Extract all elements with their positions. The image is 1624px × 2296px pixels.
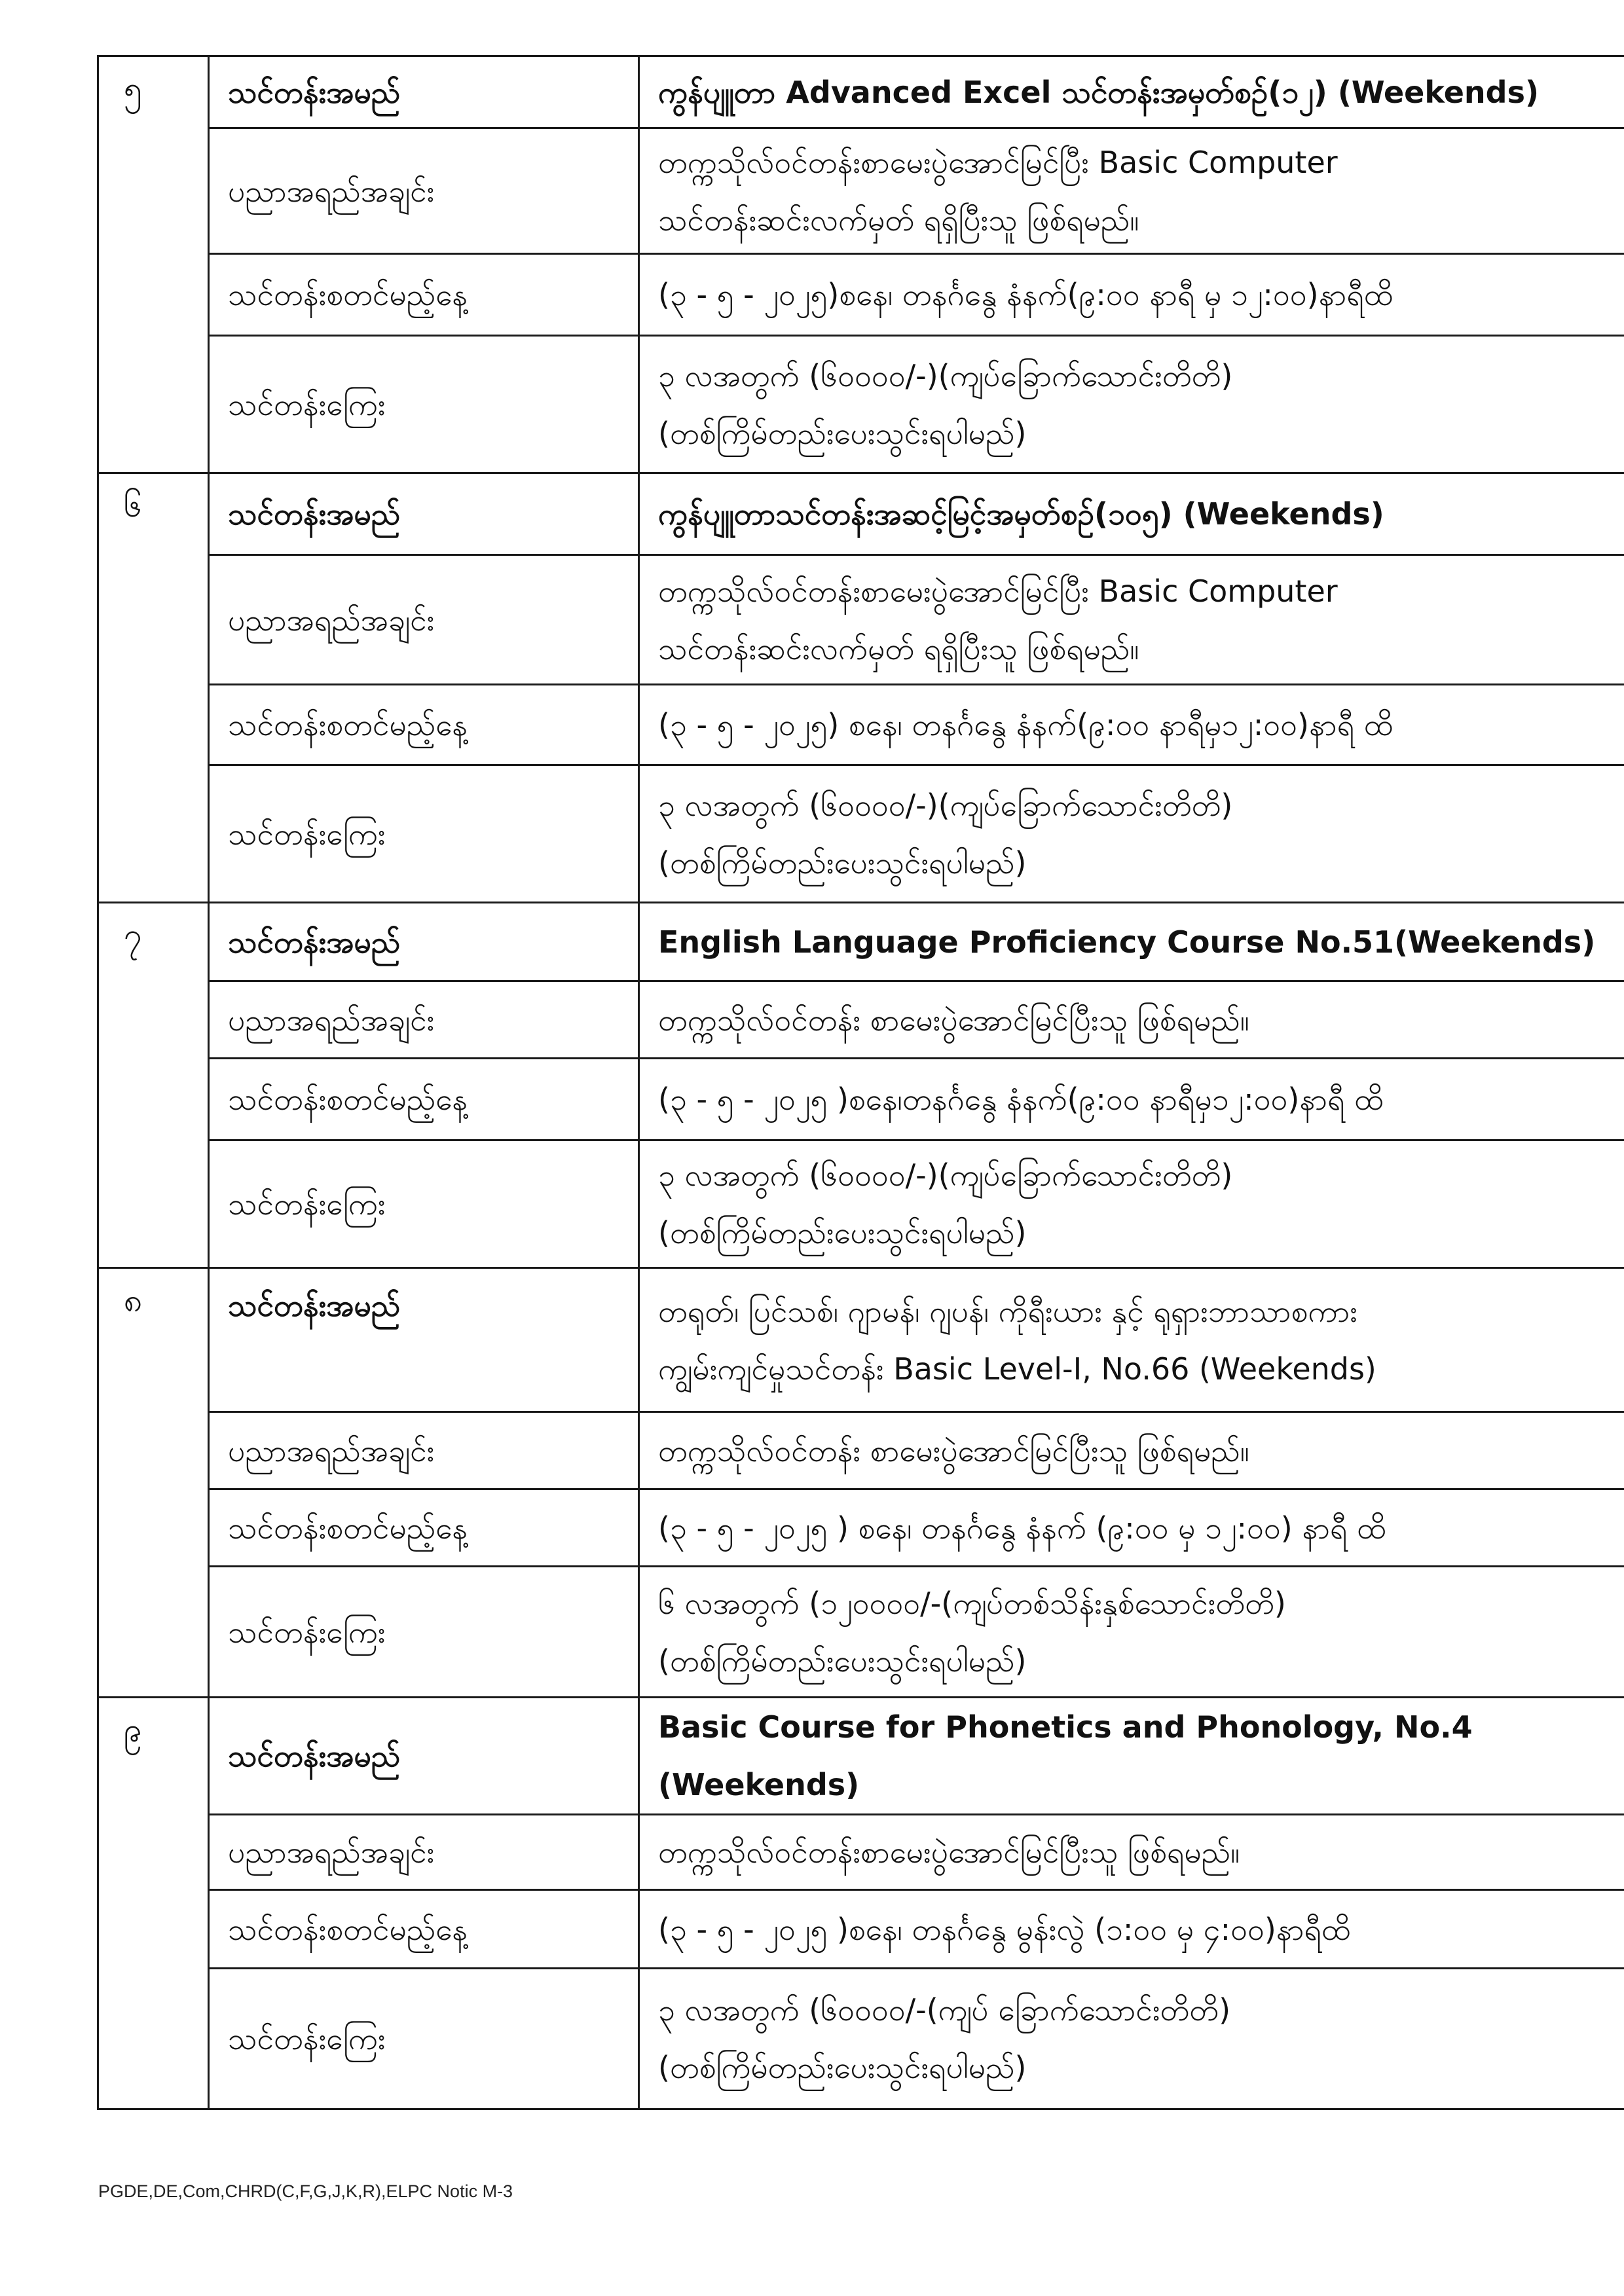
start-date-value: (၃ - ၅ - ၂၀၂၅)စနေ၊ တနင်္ဂနွေ နံနက်(၉:၀၀ နာရီ မှ ၁၂:၀၀)နာရီထိ xyxy=(639,254,1624,336)
course-name: ကွန်ပျူတာသင်တန်းအဆင့်မြင့်အမှတ်စဉ်(၁၀၅) (Weekends) xyxy=(639,473,1624,555)
start-date-value: (၃ - ၅ - ၂၀၂၅ ) စနေ၊ တနင်္ဂနွေ နံနက် (၉:၀၀ မှ ၁၂:၀၀) နာရီ ထိ xyxy=(639,1489,1624,1567)
qualification-value: တက္ကသိုလ်ဝင်တန်းစာမေးပွဲအောင်မြင်ပြီးသူ ဖြစ်ရမည်။ xyxy=(639,1815,1624,1890)
course-name: Basic Course for Phonetics and Phonology, No.4 (Weekends) xyxy=(639,1698,1624,1815)
qualification-value: တက္ကသိုလ်ဝင်တန်း စာမေးပွဲအောင်မြင်ပြီးသူ ဖြစ်ရမည်။ xyxy=(639,981,1624,1059)
fee-label: သင်တန်းကြေး xyxy=(209,1567,639,1698)
course-name-label: သင်တန်းအမည် xyxy=(209,1698,639,1815)
qualification-label: ပညာအရည်အချင်း xyxy=(209,555,639,685)
course-number: ၅ xyxy=(98,56,209,473)
course-name: English Language Proficiency Course No.51(Weekends) xyxy=(639,903,1624,981)
fee-value: ၃ လအတွက် (၆၀၀၀၀/-)(ကျပ်ခြောက်သောင်းတိတိ) (တစ်ကြိမ်တည်းပေးသွင်းရပါမည်) xyxy=(639,336,1624,473)
fee-value: ၃ လအတွက် (၆၀၀၀၀/-(ကျပ် ခြောက်သောင်းတိတိ) (တစ်ကြိမ်တည်းပေးသွင်းရပါမည်) xyxy=(639,1969,1624,2109)
start-date-label: သင်တန်းစတင်မည့်နေ့ xyxy=(209,254,639,336)
fee-value: ၃ လအတွက် (၆၀၀၀၀/-)(ကျပ်ခြောက်သောင်းတိတိ) (တစ်ကြိမ်တည်းပေးသွင်းရပါမည်) xyxy=(639,1140,1624,1268)
fee-label: သင်တန်းကြေး xyxy=(209,1969,639,2109)
fee-value: ၆ လအတွက် (၁၂၀၀၀၀/-(ကျပ်တစ်သိန်းနှစ်သောင်းတိတိ) (တစ်ကြိမ်တည်းပေးသွင်းရပါမည်) xyxy=(639,1567,1624,1698)
course-number: ၆ xyxy=(98,473,209,903)
qualification-value: တက္ကသိုလ်ဝင်တန်းစာမေးပွဲအောင်မြင်ပြီး Basic Computer သင်တန်းဆင်းလက်မှတ် ရရှိပြီးသူ ဖြစ်ရမည်။ xyxy=(639,555,1624,685)
course-name: ကွန်ပျူတာ Advanced Excel သင်တန်းအမှတ်စဉ်(၁၂) (Weekends) xyxy=(639,56,1624,128)
course-number: ၈ xyxy=(98,1268,209,1698)
document-footer-code: PGDE,DE,Com,CHRD(C,F,G,J,K,R),ELPC Notic M-3 xyxy=(98,2181,513,2201)
course-table xyxy=(97,55,1624,2110)
fee-value: ၃ လအတွက် (၆၀၀၀၀/-)(ကျပ်ခြောက်သောင်းတိတိ) (တစ်ကြိမ်တည်းပေးသွင်းရပါမည်) xyxy=(639,765,1624,903)
start-date-value: (၃ - ၅ - ၂၀၂၅ )စနေ၊ တနင်္ဂနွေ မွန်းလွဲ (၁:၀၀ မှ ၄:၀၀)နာရီထိ xyxy=(639,1890,1624,1969)
fee-label: သင်တန်းကြေး xyxy=(209,336,639,473)
qualification-label: ပညာအရည်အချင်း xyxy=(209,1412,639,1489)
course-number: ၉ xyxy=(98,1698,209,2109)
course-name-label: သင်တန်းအမည် xyxy=(209,473,639,555)
qualification-label: ပညာအရည်အချင်း xyxy=(209,981,639,1059)
start-date-value: (၃ - ၅ - ၂၀၂၅ )စနေ၊တနင်္ဂနွေ နံနက်(၉:၀၀ နာရီမှ၁၂:၀၀)နာရီ ထိ xyxy=(639,1059,1624,1140)
fee-label: သင်တန်းကြေး xyxy=(209,1140,639,1268)
course-name-label: သင်တန်းအမည် xyxy=(209,56,639,128)
qualification-label: ပညာအရည်အချင်း xyxy=(209,1815,639,1890)
course-name-label: သင်တန်းအမည် xyxy=(209,1268,639,1412)
start-date-label: သင်တန်းစတင်မည့်နေ့ xyxy=(209,1890,639,1969)
qualification-value: တက္ကသိုလ်ဝင်တန်း စာမေးပွဲအောင်မြင်ပြီးသူ ဖြစ်ရမည်။ xyxy=(639,1412,1624,1489)
start-date-value: (၃ - ၅ - ၂၀၂၅) စနေ၊ တနင်္ဂနွေ နံနက်(၉:၀၀ နာရီမှ၁၂:၀၀)နာရီ ထိ xyxy=(639,685,1624,765)
qualification-value: တက္ကသိုလ်ဝင်တန်းစာမေးပွဲအောင်မြင်ပြီး Basic Computer သင်တန်းဆင်းလက်မှတ် ရရှိပြီးသူ ဖြစ်ရမည်။ xyxy=(639,128,1624,254)
start-date-label: သင်တန်းစတင်မည့်နေ့ xyxy=(209,685,639,765)
course-name-label: သင်တန်းအမည် xyxy=(209,903,639,981)
fee-label: သင်တန်းကြေး xyxy=(209,765,639,903)
qualification-label: ပညာအရည်အချင်း xyxy=(209,128,639,254)
course-number: ၇ xyxy=(98,903,209,1268)
course-name: တရုတ်၊ ပြင်သစ်၊ ဂျာမန်၊ ဂျပန်၊ ကိုရီးယား နှင့် ရုရှားဘာသာစကား ကျွမ်းကျင်မှုသင်တန်း Basic Level-I, No.66 (Weekends) xyxy=(639,1268,1624,1412)
start-date-label: သင်တန်းစတင်မည့်နေ့ xyxy=(209,1059,639,1140)
start-date-label: သင်တန်းစတင်မည့်နေ့ xyxy=(209,1489,639,1567)
